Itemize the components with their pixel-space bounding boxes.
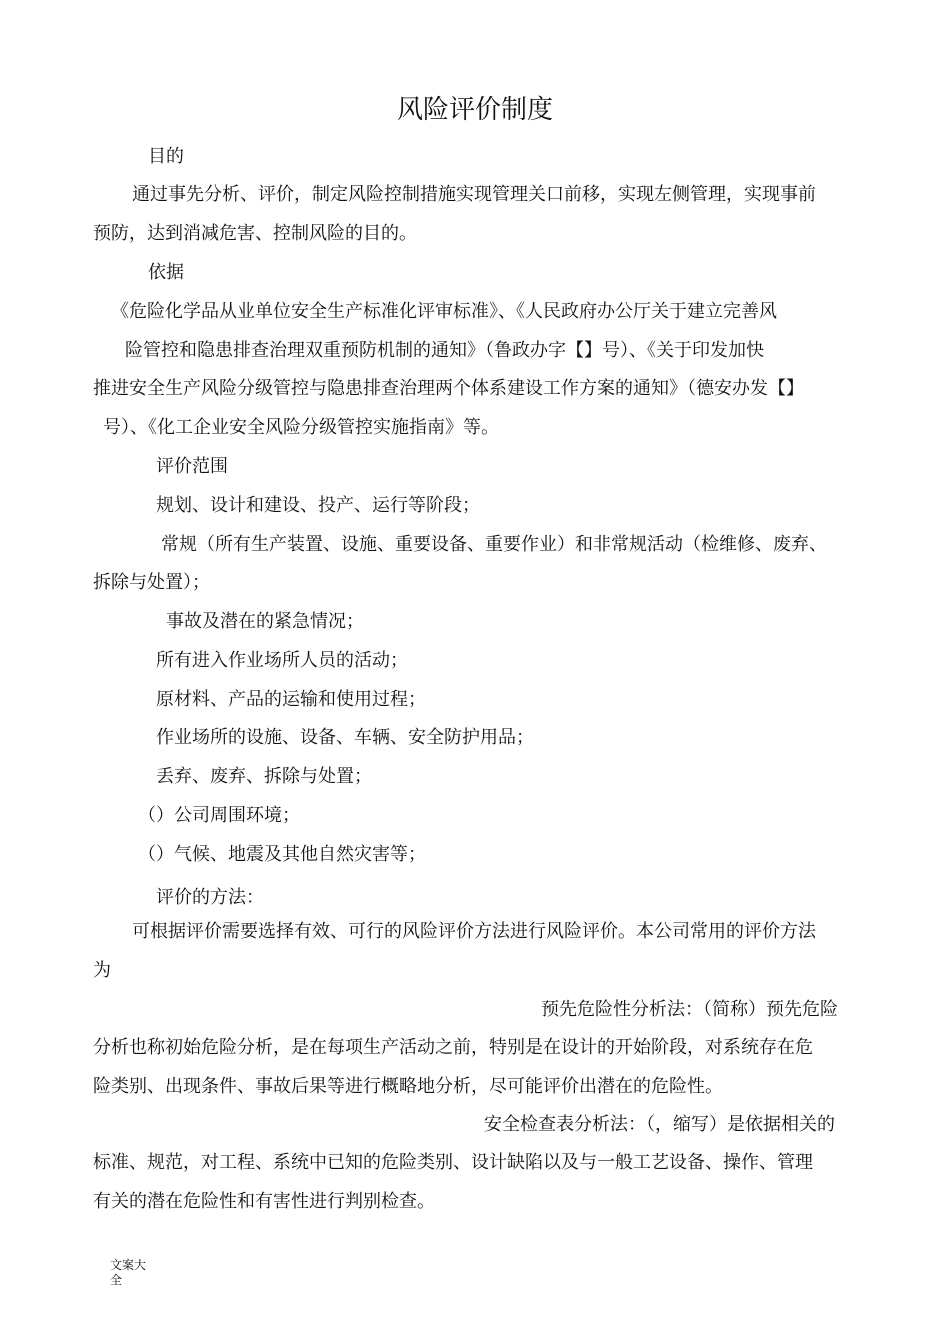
scope-item: （）气候、地震及其他自然灾害等；	[138, 844, 426, 865]
basis-text-line-3: 推进安全生产风险分级管控与隐患排查治理两个体系建设工作方案的通知》（德安办发【】	[93, 378, 804, 399]
scope-item: 规划、设计和建设、投产、运行等阶段；	[156, 495, 480, 516]
scope-heading: 评价范围	[156, 456, 228, 477]
basis-heading: 依据	[148, 262, 184, 283]
basis-text-line-4: 号）、《化工企业安全风险分级管控实施指南》等。	[103, 417, 499, 438]
pha-text-line-2: 分析也称初始危险分析，是在每项生产活动之前，特别是在设计的开始阶段，对系统存在危	[93, 1037, 813, 1058]
footer-line-2: 全	[110, 1273, 123, 1287]
pha-text-line-3: 险类别、出现条件、事故后果等进行概略地分析，尽可能评价出潜在的危险性。	[93, 1076, 723, 1097]
methods-intro-line-2: 为	[93, 960, 111, 981]
methods-heading: 评价的方法：	[156, 887, 264, 908]
purpose-text-line-1: 通过事先分析、评价，制定风险控制措施实现管理关口前移，实现左侧管理，实现事前	[132, 184, 816, 205]
footer-line-1: 文案大	[110, 1258, 147, 1272]
scope-item: 常规（所有生产装置、设施、重要设备、重要作业）和非常规活动（检维修、废弃、	[161, 534, 827, 555]
scope-item: （）公司周围环境；	[138, 805, 300, 826]
purpose-text-line-2: 预防，达到消减危害、控制风险的目的。	[93, 223, 417, 244]
page-footer	[110, 1258, 146, 1288]
scope-item: 原材料、产品的运输和使用过程；	[156, 689, 426, 710]
scl-text-line-3: 有关的潜在危险性和有害性进行判别检查。	[93, 1191, 435, 1212]
scope-item: 作业场所的设施、设备、车辆、安全防护用品；	[156, 727, 534, 748]
scope-item: 丢弃、废弃、拆除与处置；	[156, 766, 372, 787]
scope-item: 所有进入作业场所人员的活动；	[156, 650, 408, 671]
scl-text-line-1: 安全检查表分析法：（，缩写）是依据相关的	[484, 1114, 835, 1135]
purpose-heading: 目的	[148, 146, 184, 167]
pha-text-line-1: 预先危险性分析法：（简称）预先危险	[541, 999, 838, 1020]
basis-text-line-1: 《危险化学品从业单位安全生产标准化评审标准》、《人民政府办公厅关于建立完善风	[111, 301, 777, 322]
document-title: 风险评价制度	[396, 95, 553, 125]
scope-item: 事故及潜在的紧急情况；	[166, 611, 364, 632]
basis-text-line-2: 险管控和隐患排查治理双重预防机制的通知》（鲁政办字【】号）、《关于印发加快	[125, 340, 764, 361]
scl-text-line-2: 标准、规范，对工程、系统中已知的危险类别、设计缺陷以及与一般工艺设备、操作、管理	[93, 1152, 813, 1173]
scope-item-continuation: 拆除与处置）；	[93, 572, 210, 593]
methods-intro-line-1: 可根据评价需要选择有效、可行的风险评价方法进行风险评价。本公司常用的评价方法	[132, 921, 816, 942]
